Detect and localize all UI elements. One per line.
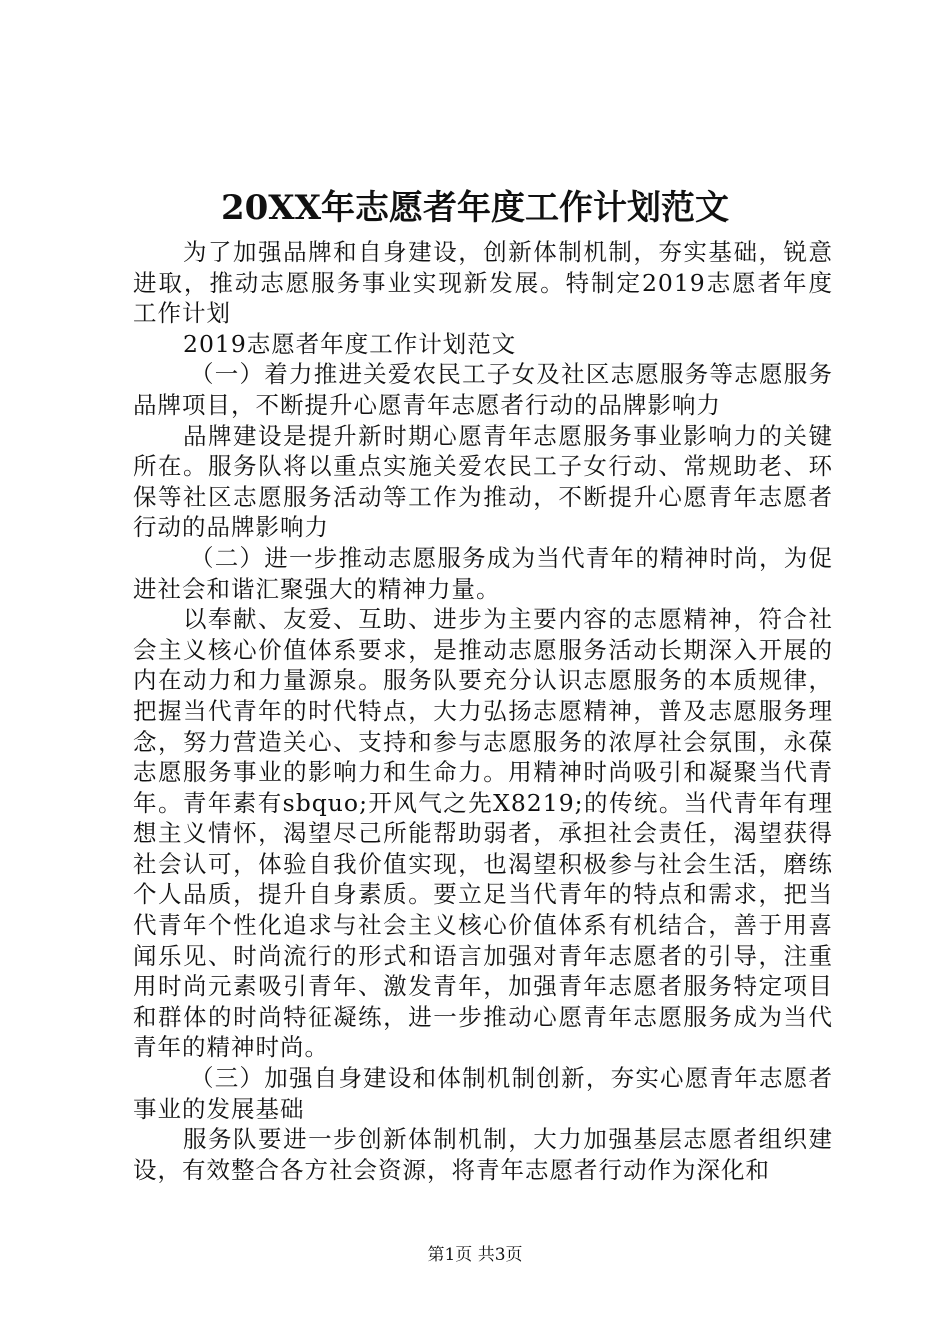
section-heading-3: （三）加强自身建设和体制机制创新，夯实心愿青年志愿者事业的发展基础 [133, 1064, 833, 1123]
page-number-footer: 第1页 共3页 [427, 1245, 523, 1265]
paragraph-subtitle: 2019志愿者年度工作计划范文 [183, 329, 517, 358]
section-heading-1: （一）着力推进关爱农民工子女及社区志愿服务等志愿服务品牌项目，不断提升心愿青年志愿者行动的品牌影响力 [133, 360, 833, 419]
document-body [133, 237, 833, 1185]
paragraph-intro: 为了加强品牌和自身建设，创新体制机制，夯实基础，锐意进取，推动志愿服务事业实现新发展。特制定2019志愿者年度工作计划 [133, 238, 833, 328]
paragraph-section-1: 品牌建设是提升新时期心愿青年志愿服务事业影响力的关键所在。服务队将以重点实施关爱农民工子女行动、常规助老、环保等社区志愿服务活动等工作为推动，不断提升心愿青年志愿者行动的品牌影响力 [133, 421, 833, 542]
section-heading-2: （二）进一步推动志愿服务成为当代青年的精神时尚，为促进社会和谐汇聚强大的精神力量。 [133, 543, 833, 603]
paragraph-section-3: 服务队要进一步创新体制机制，大力加强基层志愿者组织建设，有效整合各方社会资源，将青年志愿者行动作为深化和 [133, 1125, 833, 1184]
paragraph-section-2: 以奉献、友爱、互助、进步为主要内容的志愿精神，符合社会主义核心价值体系要求，是推动志愿服务活动长期深入开展的内在动力和力量源泉。服务队要充分认识志愿服务的本质规律，把握当代青年的时代特点，大力弘扬志愿精神，普及志愿服务理念，努力营造关心、支持和参与志愿服务的浓厚社会氛围，永葆志愿服务事业的影响力和生命力。用精神时尚吸引和凝聚当代青年。青年素有sbquo;开风气之先X8219;的传统。当代青年有理想主义情怀，渴望尽己所能帮助弱者，承担社会责任，渴望获得社会认可，体验自我价值实现，也渴望积极参与社会生活，磨练个人品质，提升自身素质。要立足当代青年的特点和需求，把当代青年个性化追求与社会主义核心价值体系有机结合，善于用喜闻乐见、时尚流行的形式和语言加强对青年志愿者的引导，注重用时尚元素吸引青年、激发青年，加强青年志愿者服务特定项目和群体的时尚特征凝练，进一步推动心愿青年志愿服务成为当代青年的精神时尚。 [133, 605, 833, 1062]
document-title: 20XX年志愿者年度工作计划范文 [220, 188, 730, 228]
